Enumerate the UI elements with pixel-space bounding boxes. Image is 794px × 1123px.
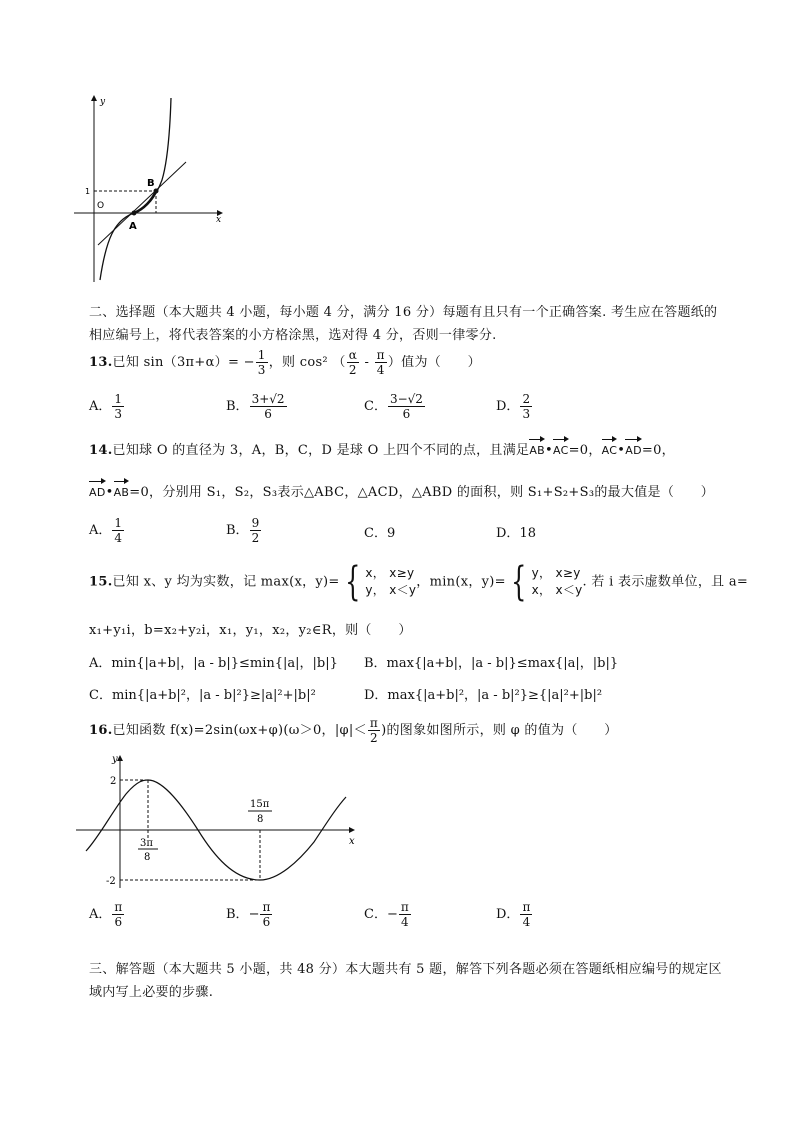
q16-option-d[interactable]: D． $\frac{\pi}{4}$	[496, 900, 531, 929]
q14-option-b[interactable]: B． $\frac{9}{2}$	[226, 516, 260, 545]
q16-option-c[interactable]: C．− $\frac{\pi}{4}$	[364, 900, 409, 929]
q13-frac-1: $\frac{1}{3}$	[257, 348, 266, 377]
section-2-instructions-line-1: 二、选择题（本大题共 4 小题，每小题 4 分，满分 16 分）每题有且只有一个正确答案. 考生应在答题纸的	[89, 305, 718, 320]
vector-ad: AD	[89, 483, 106, 503]
point-b-label: B	[147, 178, 155, 189]
q15-option-d[interactable]: D．max{|a+b|²，|a - b|²}≥{|a|²+|b|²	[364, 688, 603, 703]
figure-1-curve-graph	[70, 90, 230, 290]
point-a	[132, 211, 137, 216]
tick-1-label: 1	[85, 187, 91, 196]
vector-ac: AC	[553, 441, 569, 461]
x1-numerator: 3π	[140, 838, 153, 849]
q14-text-tail: =0，分别用 S₁，S₂，S₃表示△ABC，△ACD，△ABD 的面积，则 S₁+S₂+S₃的最大值是（ ）	[129, 485, 715, 500]
equals-zero: =0，	[641, 443, 675, 458]
q15-option-b[interactable]: B．max{|a+b|，|a - b|}≤max{|a|，|b|}	[364, 656, 619, 671]
q14-option-d[interactable]: D．18	[496, 526, 536, 541]
question-16-number: 16.	[89, 723, 113, 738]
q15-text-a: 已知 x、y 均为实数，记 max(x，y)=	[112, 574, 340, 590]
y-top-label: 2	[110, 776, 117, 787]
question-14-stem-line-1	[89, 441, 675, 461]
max-cases: x， x≥y y， x＜y	[365, 566, 417, 597]
q13-minus: -	[360, 355, 374, 370]
dot-operator: •	[105, 485, 114, 500]
q13-text-a: 已知 sin（3π+α）= −	[112, 355, 255, 370]
question-14-stem-line-2	[89, 483, 714, 503]
q16-option-a[interactable]: A． $\frac{\pi}{6}$	[89, 900, 123, 929]
section-2-instructions-line-2: 相应编号上，将代表答案的小方格涂黑，选对得 4 分，否则一律零分.	[89, 328, 497, 343]
point-a-label: A	[129, 221, 137, 232]
curve-bold-segment	[134, 191, 156, 213]
question-15-stem-line-1	[89, 559, 749, 605]
x2-numerator: 15π	[250, 799, 270, 810]
figure-2-sine-graph	[74, 752, 364, 892]
y-label: y	[112, 754, 118, 765]
q13-option-d[interactable]: D． $\frac{2}{3}$	[496, 392, 531, 421]
q13-option-b[interactable]: B． $\frac{3+√2}{6}$	[226, 392, 285, 421]
vector-ad: AD	[625, 441, 642, 461]
question-16-stem	[89, 716, 618, 745]
vector-ab: AB	[114, 483, 130, 503]
question-13-stem	[89, 348, 481, 377]
question-14-number: 14.	[89, 443, 113, 458]
q13-text-c: ）值为（ ）	[387, 355, 481, 370]
dot-operator: •	[545, 443, 553, 458]
point-b	[154, 189, 159, 194]
equals-zero: =0，	[568, 443, 602, 458]
q14-option-a[interactable]: A． $\frac{1}{4}$	[89, 516, 123, 545]
q13-option-a[interactable]: A． $\frac{1}{3}$	[89, 392, 123, 421]
q13-frac-2: $\frac{\alpha}{2}$	[348, 348, 358, 377]
section-3-instructions-line-1: 三、解答题（本大题共 5 小题，共 48 分）本大题共有 5 题，解答下列各题必须在答题纸相应编号的规定区	[89, 962, 722, 977]
q14-text-a: 已知球 O 的直径为 3，A，B，C，D 是球 O 上四个不同的点，且满足	[112, 443, 530, 458]
q13-frac-3: $\frac{\pi}{4}$	[376, 348, 385, 377]
brace-icon: {	[344, 559, 361, 605]
q16-text-b: )的图象如图所示，则 φ 的值为（ ）	[381, 723, 618, 738]
curve	[100, 98, 171, 280]
vector-ac: AC	[602, 441, 618, 461]
question-15-stem-line-2: x₁+y₁i，b=x₂+y₂i，x₁，y₁，x₂，y₂∈R，则（ ）	[89, 623, 412, 638]
y-label: y	[100, 97, 106, 107]
brace-icon: {	[511, 559, 527, 605]
q16-option-b[interactable]: B．− $\frac{\pi}{6}$	[226, 900, 271, 929]
q13-option-c[interactable]: C． $\frac{3-√2}{6}$	[364, 392, 423, 421]
q13-text-b: ，则 cos² （	[268, 355, 346, 370]
q16-frac: $\frac{\pi}{2}$	[369, 716, 379, 745]
question-13-number: 13.	[89, 355, 113, 370]
q16-text-a: 已知函数 f(x)=2sin(ωx+φ)(ω＞0，|φ|＜	[112, 723, 367, 738]
q15-text-c: . 若 i 表示虚数单位，且 a=	[582, 574, 749, 590]
q15-text-b: ，min(x，y)=	[416, 574, 506, 590]
origin-label: O	[97, 201, 105, 211]
x1-denominator: 8	[144, 852, 151, 863]
y-bottom-label: -2	[106, 876, 116, 887]
vector-ab: AB	[529, 441, 545, 461]
dot-operator: •	[617, 443, 626, 458]
x2-denominator: 8	[257, 814, 264, 825]
question-15-number: 15.	[89, 574, 113, 590]
min-cases: y， x≥y x， x＜y	[531, 566, 583, 597]
section-3-instructions-line-2: 域内写上必要的步骤.	[89, 985, 214, 1000]
x-label: x	[216, 215, 222, 225]
q15-option-a[interactable]: A．min{|a+b|，|a - b|}≤min{|a|，|b|}	[89, 656, 338, 671]
q15-option-c[interactable]: C．min{|a+b|²，|a - b|²}≥|a|²+|b|²	[89, 688, 316, 703]
tangent-line	[98, 162, 186, 245]
q14-option-c[interactable]: C．9	[364, 526, 396, 541]
x-label: x	[349, 836, 355, 847]
